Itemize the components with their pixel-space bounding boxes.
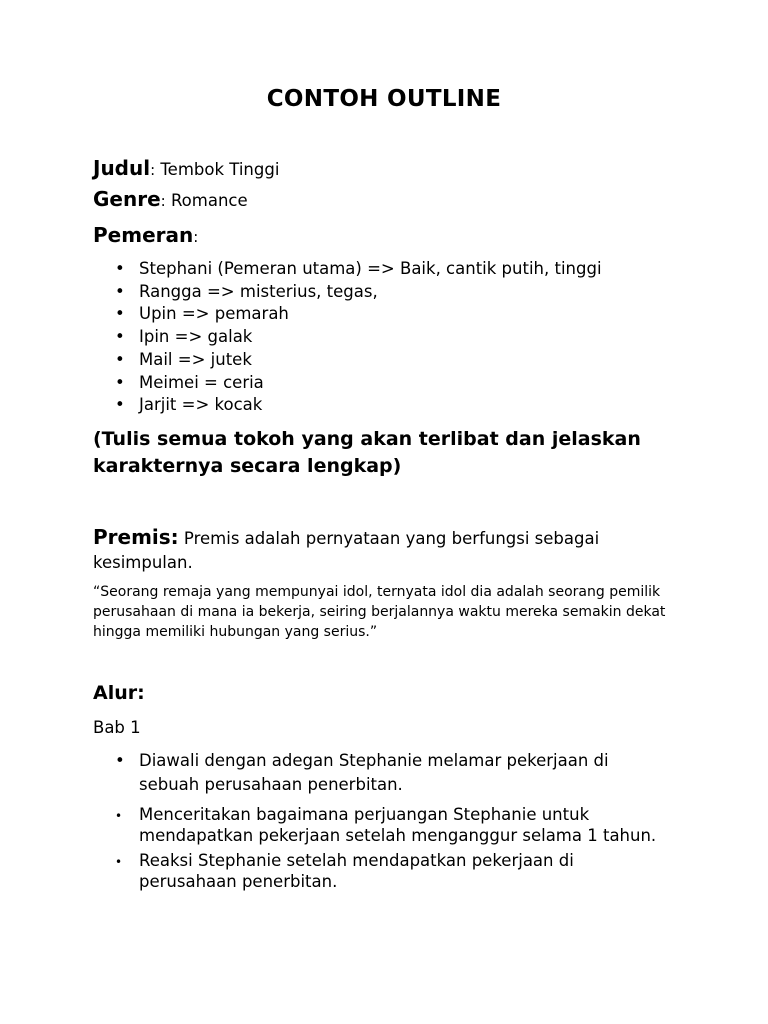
list-item	[93, 349, 602, 372]
bullet-icon: •	[115, 259, 125, 278]
bullet-icon: •	[115, 751, 125, 770]
premis-definition: Premis adalah pernyataan yang berfungsi sebagai kesimpulan.	[93, 529, 600, 572]
instruction-note: (Tulis semua tokoh yang akan terlibat dan jelaskan karakternya secara lengkap)	[93, 428, 641, 477]
genre-value: Romance	[165, 191, 248, 210]
bab-heading: Bab 1	[93, 718, 141, 737]
list-item	[93, 326, 602, 349]
list-item	[93, 281, 602, 304]
cast-item-text: Stephani (Pemeran utama) => Baik, cantik putih, tinggi	[139, 259, 602, 278]
list-item	[93, 851, 673, 892]
page-title: CONTOH OUTLINE	[266, 86, 502, 112]
genre-field	[93, 187, 248, 211]
premis-section	[93, 525, 673, 575]
cast-item-text: Jarjit => kocak	[139, 395, 263, 415]
plot-item-text: Diawali dengan adegan Stephanie melamar pekerjaan di sebuah perusahaan penerbitan.	[139, 751, 609, 794]
cast-item-text: Upin => pemarah	[139, 304, 289, 324]
genre-label: Genre	[93, 187, 161, 211]
judul-value: Tembok Tinggi	[155, 160, 280, 179]
plot-item-text: Reaksi Stephanie setelah mendapatkan pekerjaan di perusahaan penerbitan.	[139, 851, 574, 891]
plot-list	[93, 749, 673, 897]
cast-item-text: Mail => jutek	[139, 349, 252, 369]
pemeran-label: Pemeran	[93, 223, 194, 247]
list-item	[93, 394, 602, 417]
list-item	[93, 749, 673, 797]
judul-label: Judul	[93, 156, 151, 180]
cast-item-text: Rangga => misterius, tegas,	[139, 281, 378, 301]
bullet-icon: •	[115, 304, 125, 324]
pemeran-field	[93, 223, 198, 247]
bullet-icon: •	[115, 855, 123, 869]
list-item	[93, 372, 602, 395]
bullet-icon: •	[115, 281, 125, 301]
bullet-icon: •	[115, 809, 123, 823]
list-item	[93, 258, 602, 281]
cast-item-text: Meimei = ceria	[139, 372, 264, 392]
judul-colon: :	[150, 161, 156, 179]
bullet-icon: •	[115, 327, 125, 347]
pemeran-colon: :	[193, 228, 199, 246]
alur-label: Alur:	[93, 682, 145, 704]
cast-item-text: Ipin => galak	[139, 327, 253, 347]
cast-list	[93, 258, 602, 417]
judul-field	[93, 156, 279, 180]
premis-label: Premis:	[93, 525, 179, 549]
bullet-icon: •	[115, 349, 125, 369]
bullet-icon: •	[115, 395, 125, 415]
genre-colon: :	[160, 192, 166, 210]
bullet-icon: •	[115, 372, 125, 392]
plot-item-text: Menceritakan bagaimana perjuangan Stephanie untuk mendapatkan pekerjaan setelah menganggur selama 1 tahun.	[139, 805, 657, 845]
list-item	[93, 805, 673, 846]
list-item	[93, 303, 602, 326]
premis-quote: “Seorang remaja yang mempunyai idol, ternyata idol dia adalah seorang pemilik perusahaan di mana ia bekerja, seiring berjalannya waktu mereka semakin dekat hingga memiliki hubungan yang serius.”	[93, 584, 666, 640]
